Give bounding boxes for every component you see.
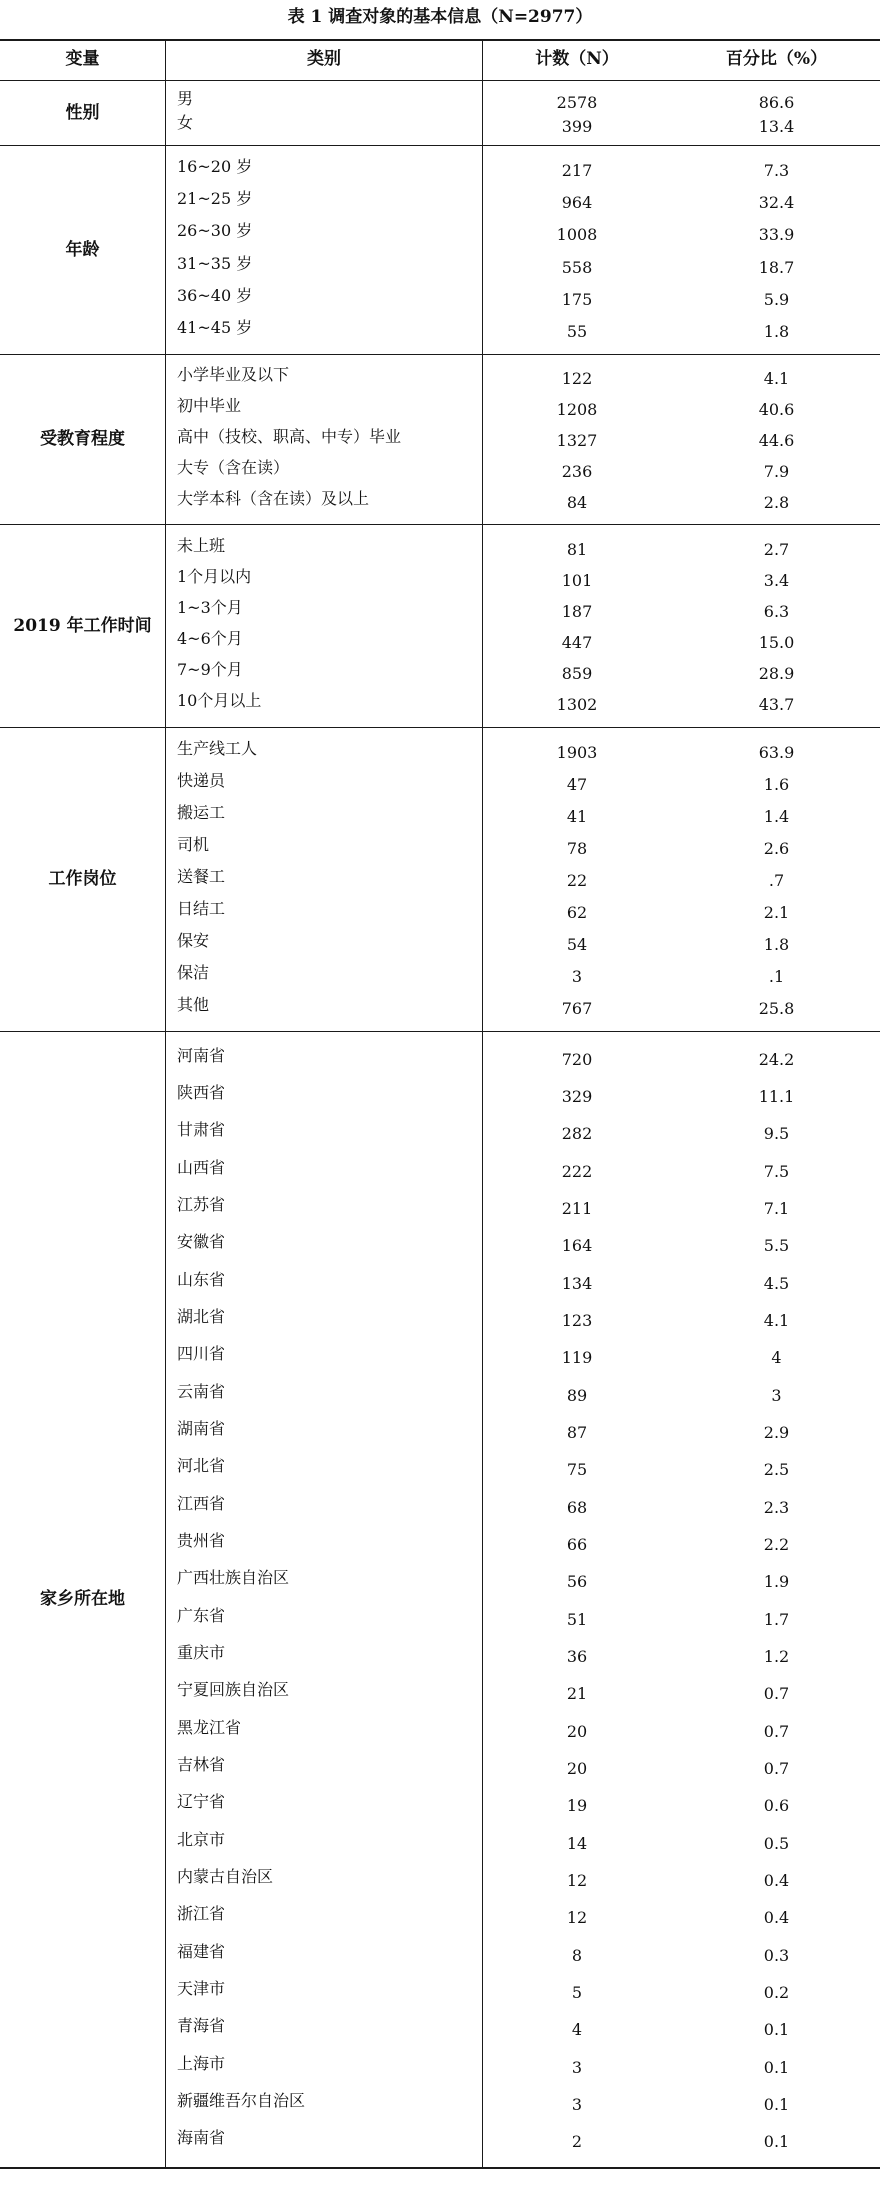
row-percent: 1.8 xyxy=(763,321,790,341)
row-percent: 0.4 xyxy=(763,1871,790,1890)
variable-column-rule xyxy=(165,81,166,145)
row-category: 江西省 xyxy=(177,1493,226,1513)
row-category: 贵州省 xyxy=(177,1531,226,1550)
row-category: 宁夏回族自治区 xyxy=(177,1680,290,1700)
row-category: 吉林省 xyxy=(177,1755,226,1774)
row-count: 56 xyxy=(566,1572,588,1592)
row-percent: 0.1 xyxy=(763,2020,790,2040)
row-count: 211 xyxy=(561,1199,593,1218)
variable-column-rule xyxy=(165,727,166,1031)
row-count: 55 xyxy=(566,321,588,341)
header-bottom-rule xyxy=(0,80,880,81)
row-percent: 2.2 xyxy=(763,1535,790,1554)
row-percent: 24.2 xyxy=(758,1049,795,1069)
row-count: 122 xyxy=(561,369,593,389)
row-category: 广东省 xyxy=(177,1605,226,1625)
row-category: 其他 xyxy=(177,995,210,1014)
row-percent: 2.7 xyxy=(763,539,790,559)
row-count: 3 xyxy=(571,2057,583,2077)
row-category: 4~6个月 xyxy=(177,629,243,649)
row-category: 高中（技校、职高、中专）毕业 xyxy=(177,427,402,446)
row-category: 26~30 岁 xyxy=(177,221,253,241)
row-category: 送餐工 xyxy=(177,867,226,886)
header-variable-rule xyxy=(165,41,166,81)
row-category: 陕西省 xyxy=(177,1083,226,1102)
row-percent: 28.9 xyxy=(758,664,795,684)
row-category: 甘肃省 xyxy=(177,1120,226,1140)
row-percent: 1.9 xyxy=(763,1572,790,1592)
row-category: 河南省 xyxy=(177,1045,226,1065)
row-percent: 2.1 xyxy=(763,903,790,922)
row-percent: 0.5 xyxy=(763,1833,790,1853)
row-count: 14 xyxy=(566,1833,588,1853)
row-percent: 0.6 xyxy=(763,1796,790,1816)
row-category: 快递员 xyxy=(177,771,226,790)
row-percent: 4.1 xyxy=(763,369,790,389)
row-percent: 4 xyxy=(771,1348,782,1368)
row-count: 282 xyxy=(561,1124,593,1144)
row-count: 81 xyxy=(566,539,588,559)
row-percent: 33.9 xyxy=(758,225,795,245)
row-percent: 11.1 xyxy=(758,1087,795,1106)
group-label: 性别 xyxy=(65,103,100,123)
row-count: 12 xyxy=(566,1908,588,1928)
row-category: 司机 xyxy=(177,835,210,854)
row-percent: 0.1 xyxy=(763,2057,790,2077)
row-category: 山东省 xyxy=(177,1269,226,1289)
group-label: 工作岗位 xyxy=(48,869,117,889)
row-count: 4 xyxy=(571,2020,583,2040)
row-percent: 13.4 xyxy=(758,117,795,136)
row-category: 未上班 xyxy=(177,535,226,555)
row-category: 7~9个月 xyxy=(177,660,243,680)
row-category: 山西省 xyxy=(177,1157,226,1177)
row-percent: 4.1 xyxy=(763,1311,790,1330)
row-count: 8 xyxy=(571,1945,583,1965)
row-category: 搬运工 xyxy=(177,803,226,822)
row-category: 21~25 岁 xyxy=(177,189,253,209)
row-category: 辽宁省 xyxy=(177,1792,226,1812)
group-separator-rule xyxy=(0,727,880,728)
row-category: 保洁 xyxy=(177,963,210,982)
header-percent: 百分比（%） xyxy=(725,49,828,69)
row-percent: 0.2 xyxy=(763,1983,790,2002)
header-variable: 变量 xyxy=(65,49,100,69)
row-count: 217 xyxy=(561,161,593,181)
row-percent: 0.7 xyxy=(763,1684,790,1704)
row-count: 36 xyxy=(566,1647,588,1666)
row-percent: 44.6 xyxy=(758,431,795,450)
row-category: 上海市 xyxy=(177,2053,226,2073)
row-percent: 3.4 xyxy=(763,570,790,590)
row-count: 12 xyxy=(566,1871,588,1890)
group-separator-rule xyxy=(0,524,880,525)
row-count: 134 xyxy=(561,1273,593,1293)
row-percent: 0.1 xyxy=(763,2132,790,2152)
row-percent: 0.4 xyxy=(763,1908,790,1928)
row-category: 安徽省 xyxy=(177,1232,226,1252)
row-count: 447 xyxy=(561,633,593,653)
row-category: 内蒙古自治区 xyxy=(177,1867,274,1886)
row-category: 福建省 xyxy=(177,1941,226,1961)
row-percent: 1.7 xyxy=(763,1609,790,1629)
row-category: 四川省 xyxy=(177,1344,226,1364)
row-count: 20 xyxy=(566,1759,588,1778)
row-category: 1~3个月 xyxy=(177,597,243,617)
header-count: 计数（N） xyxy=(535,49,619,69)
row-category: 天津市 xyxy=(177,1979,226,1998)
group-label: 2019 年工作时间 xyxy=(13,615,152,636)
variable-column-rule xyxy=(165,524,166,727)
row-count: 859 xyxy=(561,664,593,684)
row-category: 湖南省 xyxy=(177,1419,226,1438)
row-count: 1302 xyxy=(556,695,598,715)
row-category: 浙江省 xyxy=(177,1904,226,1924)
row-category: 保安 xyxy=(177,931,210,950)
row-count: 75 xyxy=(566,1460,588,1480)
row-percent: 0.7 xyxy=(763,1721,790,1741)
row-percent: 5.5 xyxy=(763,1236,790,1256)
row-category: 大专（含在读） xyxy=(177,457,290,477)
row-percent: 6.3 xyxy=(763,601,790,621)
row-category: 新疆维吾尔自治区 xyxy=(177,2091,306,2110)
row-count: 399 xyxy=(561,117,593,136)
group-separator-rule xyxy=(0,145,880,146)
row-count: 101 xyxy=(561,570,593,590)
row-count: 2 xyxy=(571,2132,583,2152)
header-category: 类别 xyxy=(307,49,341,69)
row-count: 1208 xyxy=(556,400,598,420)
row-count: 720 xyxy=(561,1049,593,1069)
row-percent: 1.2 xyxy=(763,1647,790,1666)
row-percent: 5.9 xyxy=(763,289,790,309)
variable-column-rule xyxy=(165,1031,166,2167)
row-count: 3 xyxy=(571,967,583,986)
row-category: 云南省 xyxy=(177,1381,226,1401)
row-category: 黑龙江省 xyxy=(177,1717,242,1737)
row-percent: 2.6 xyxy=(763,839,790,858)
row-percent: 1.8 xyxy=(763,935,790,954)
row-percent: 7.9 xyxy=(763,461,790,481)
row-percent: 1.6 xyxy=(763,775,790,794)
row-count: 51 xyxy=(566,1609,588,1629)
row-count: 20 xyxy=(566,1721,588,1741)
row-category: 男 xyxy=(177,89,194,108)
variable-column-rule xyxy=(165,354,166,524)
row-category: 日结工 xyxy=(177,899,226,918)
group-separator-rule xyxy=(0,1031,880,1032)
row-category: 16~20 岁 xyxy=(177,157,253,177)
row-count: 68 xyxy=(566,1497,588,1517)
row-count: 1327 xyxy=(556,431,598,450)
row-count: 2578 xyxy=(556,93,598,112)
row-category: 大学本科（含在读）及以上 xyxy=(177,488,370,508)
row-percent: 0.7 xyxy=(763,1759,790,1778)
row-percent: 86.6 xyxy=(758,93,795,112)
row-count: 54 xyxy=(566,935,588,954)
row-category: 重庆市 xyxy=(177,1643,226,1662)
row-percent: 0.3 xyxy=(763,1945,790,1965)
row-count: 329 xyxy=(561,1087,593,1106)
row-count: 964 xyxy=(561,193,593,213)
group-label: 家乡所在地 xyxy=(40,1589,125,1609)
row-percent: .7 xyxy=(768,871,785,890)
row-category: 1个月以内 xyxy=(177,566,252,586)
table-top-rule xyxy=(0,39,880,41)
row-count: 767 xyxy=(561,999,593,1018)
row-count: 3 xyxy=(571,2095,583,2114)
row-count: 19 xyxy=(566,1796,588,1816)
row-count: 187 xyxy=(561,601,593,621)
row-count: 1903 xyxy=(556,743,598,762)
row-percent: 63.9 xyxy=(758,743,795,762)
row-percent: 15.0 xyxy=(758,633,795,653)
row-percent: 2.3 xyxy=(763,1497,790,1517)
row-count: 123 xyxy=(561,1311,593,1330)
row-count: 66 xyxy=(566,1535,588,1554)
table-bottom-rule xyxy=(0,2167,880,2169)
row-percent: .1 xyxy=(768,967,785,986)
row-category: 广西壮族自治区 xyxy=(177,1568,290,1588)
row-count: 89 xyxy=(566,1385,588,1405)
row-percent: 43.7 xyxy=(758,695,795,715)
row-category: 生产线工人 xyxy=(177,739,258,758)
row-percent: 18.7 xyxy=(758,257,795,277)
row-percent: 2.5 xyxy=(763,1460,790,1480)
row-count: 87 xyxy=(566,1423,588,1442)
row-count: 47 xyxy=(566,775,588,794)
row-count: 78 xyxy=(566,839,588,858)
row-percent: 25.8 xyxy=(758,999,795,1018)
row-percent: 7.1 xyxy=(763,1199,790,1218)
row-percent: 9.5 xyxy=(763,1124,790,1144)
row-count: 558 xyxy=(561,257,593,277)
group-label: 受教育程度 xyxy=(40,429,125,449)
row-category: 女 xyxy=(177,113,194,132)
row-category: 小学毕业及以下 xyxy=(177,365,290,385)
row-percent: 32.4 xyxy=(758,193,795,213)
row-category: 初中毕业 xyxy=(177,396,242,416)
row-category: 青海省 xyxy=(177,2016,226,2036)
row-category: 北京市 xyxy=(177,1829,226,1849)
row-percent: 3 xyxy=(771,1385,782,1405)
row-category: 湖北省 xyxy=(177,1307,226,1326)
row-category: 36~40 岁 xyxy=(177,285,253,305)
row-category: 41~45 岁 xyxy=(177,317,253,337)
row-category: 河北省 xyxy=(177,1456,226,1476)
row-count: 236 xyxy=(561,461,593,481)
row-percent: 1.4 xyxy=(763,807,790,826)
row-percent: 7.5 xyxy=(763,1161,790,1181)
row-category: 10个月以上 xyxy=(177,691,262,711)
row-count: 5 xyxy=(571,1983,583,2002)
row-count: 175 xyxy=(561,289,593,309)
row-percent: 40.6 xyxy=(758,400,795,420)
row-count: 164 xyxy=(561,1236,593,1256)
group-separator-rule xyxy=(0,354,880,355)
row-percent: 2.9 xyxy=(763,1423,790,1442)
table-caption: 表 1 调查对象的基本信息（N=2977） xyxy=(287,7,593,27)
row-percent: 0.1 xyxy=(763,2095,790,2114)
row-percent: 2.8 xyxy=(763,492,790,512)
row-count: 62 xyxy=(566,903,588,922)
row-count: 1008 xyxy=(556,225,598,245)
row-percent: 7.3 xyxy=(763,161,790,181)
group-label: 年龄 xyxy=(65,239,100,260)
row-category: 海南省 xyxy=(177,2128,226,2148)
row-count: 119 xyxy=(561,1348,593,1368)
row-count: 22 xyxy=(566,871,588,890)
row-category: 江苏省 xyxy=(177,1195,226,1214)
row-count: 41 xyxy=(566,807,588,826)
row-count: 222 xyxy=(561,1161,593,1181)
header-category-rule xyxy=(482,41,483,81)
variable-column-rule xyxy=(165,145,166,354)
row-count: 84 xyxy=(566,492,588,512)
row-percent: 4.5 xyxy=(763,1273,790,1293)
row-category: 31~35 岁 xyxy=(177,253,253,273)
row-count: 21 xyxy=(566,1684,588,1704)
